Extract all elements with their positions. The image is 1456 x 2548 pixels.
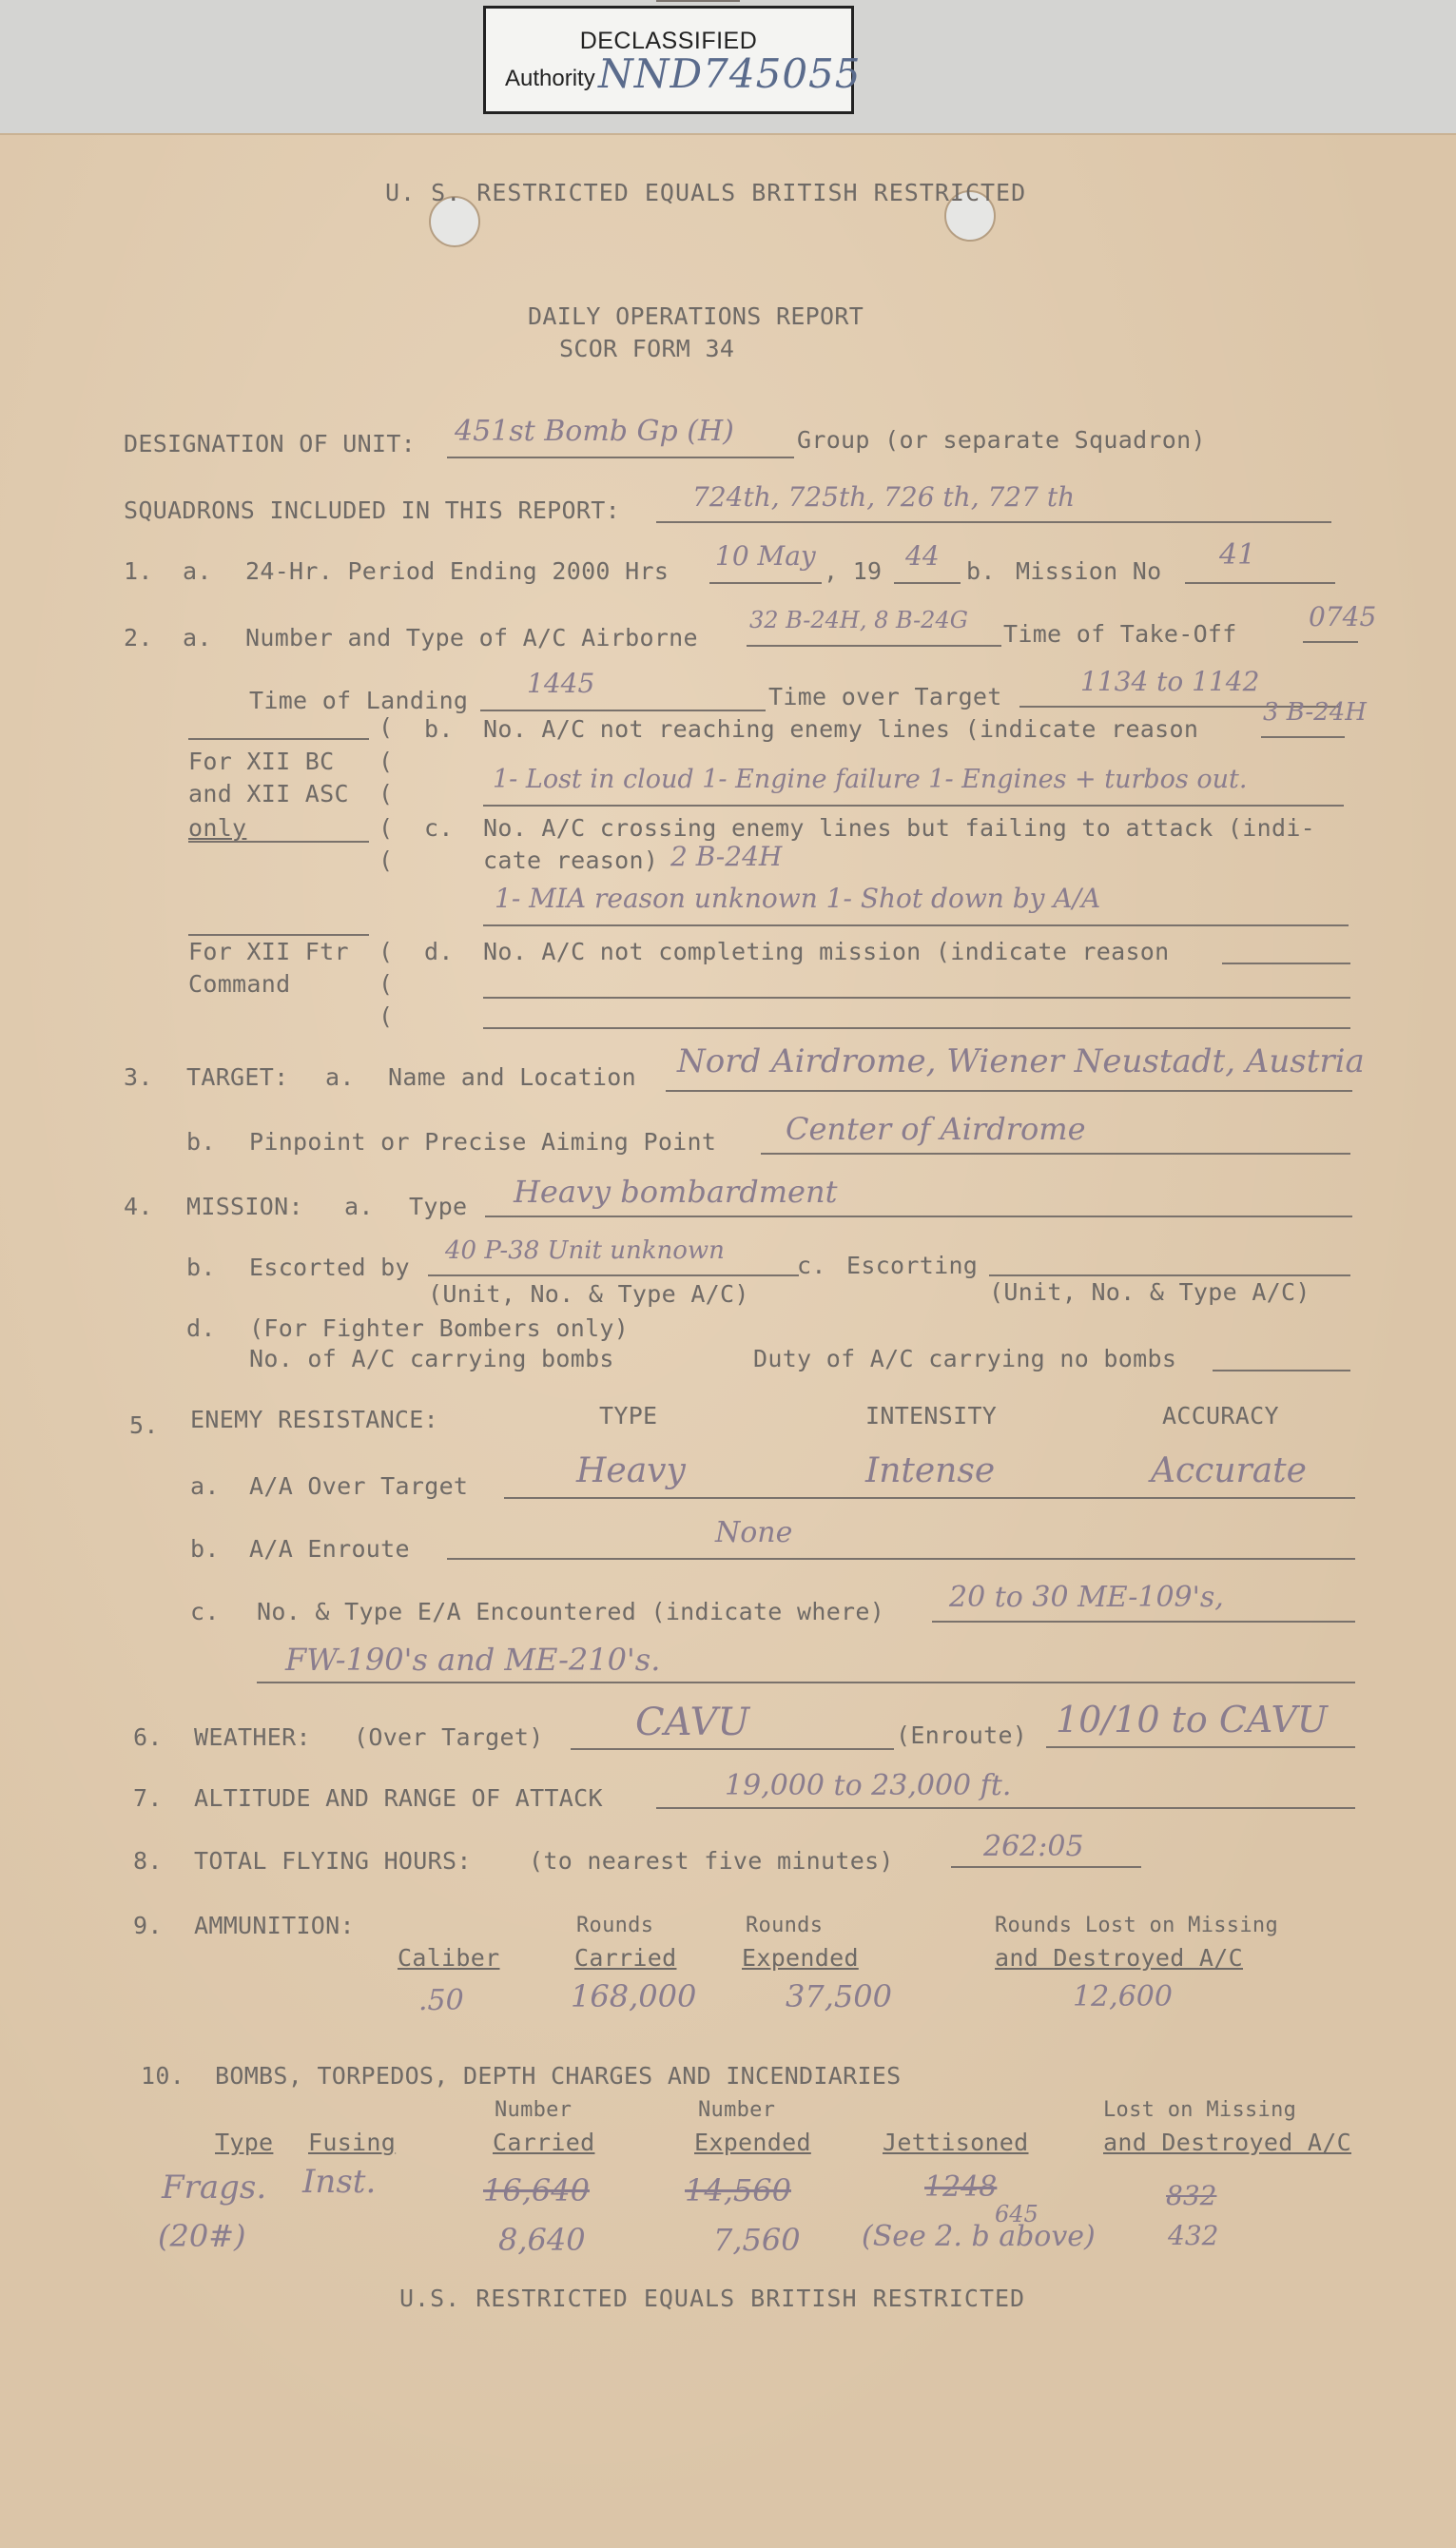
item4-d-duty-underline xyxy=(1213,1370,1350,1371)
stamp-authority-label: Authority xyxy=(505,66,595,91)
item4-a: a. xyxy=(344,1193,374,1220)
item10-jettisoned: 645 xyxy=(995,2201,1039,2227)
form-number: SCOR FORM 34 xyxy=(559,335,735,362)
side-bracket-line-mid xyxy=(188,841,369,843)
item5-c: c. xyxy=(190,1598,220,1625)
item5-label: ENEMY RESISTANCE: xyxy=(190,1406,438,1433)
item4-d-text-2: No. of A/C carrying bombs xyxy=(249,1345,614,1372)
item4-b-text: Escorted by xyxy=(249,1254,410,1281)
item9-number: 9. xyxy=(133,1912,163,1939)
side-bracket-line-top xyxy=(188,738,369,740)
item2-d-text: No. A/C not completing mission (indicate reason xyxy=(483,938,1170,965)
item3-b: b. xyxy=(186,1128,216,1156)
item2-b-reason: 1- Lost in cloud 1- Engine failure 1- Engines + turbos out. xyxy=(493,765,1248,794)
item5-c-underline-2 xyxy=(257,1682,1355,1683)
item5-c-value-2: FW-190's and ME-210's. xyxy=(285,1642,661,1678)
item10-col-fusing: Fusing xyxy=(308,2129,397,2156)
item1-b: b. xyxy=(966,557,996,585)
item3-a-text: Name and Location xyxy=(388,1063,636,1091)
item1-number: 1. xyxy=(124,557,153,585)
item10-col-jettisoned: Jettisoned xyxy=(883,2129,1029,2156)
squadrons-underline xyxy=(656,521,1331,523)
stamp-authority-value: NND745055 xyxy=(598,50,862,97)
item7-underline xyxy=(656,1807,1355,1809)
item4-d: d. xyxy=(186,1314,216,1342)
item9-col-caliber: Caliber xyxy=(398,1944,500,1972)
item4-c-text: Escorting xyxy=(846,1252,979,1279)
item10-carried: 8,640 xyxy=(498,2222,586,2258)
item4-unit-caption-1: (Unit, No. & Type A/C) xyxy=(428,1280,749,1308)
item9-col-expended: Expended xyxy=(742,1944,859,1972)
item1-year: 44 xyxy=(905,540,940,572)
item9-lost: 12,600 xyxy=(1073,1980,1173,2013)
item10-col-type: Type xyxy=(215,2129,274,2156)
item2-over-target-label: Time over Target xyxy=(768,683,1002,710)
item4-b-underline xyxy=(428,1274,799,1276)
item6-target-label: (Over Target) xyxy=(354,1723,544,1751)
item10-number: 10. xyxy=(141,2062,185,2090)
item1-mission-label: Mission No xyxy=(1016,557,1162,585)
item2-number: 2. xyxy=(124,624,153,652)
item2-aircraft-value: 32 B-24H, 8 B-24G xyxy=(749,607,968,633)
item4-unit-caption-2: (Unit, No. & Type A/C) xyxy=(989,1278,1310,1306)
item5-b-value: None xyxy=(715,1516,793,1549)
item10-col-expended: Expended xyxy=(694,2129,811,2156)
item1-date-underline xyxy=(709,582,822,584)
item9-carried: 168,000 xyxy=(571,1978,697,2014)
item5-c-underline xyxy=(932,1621,1355,1623)
item8-number: 8. xyxy=(133,1847,163,1875)
item4-a-underline xyxy=(485,1216,1352,1217)
item4-d-bombs-underline xyxy=(656,0,740,2)
item5-c-value: 20 to 30 ME-109's, xyxy=(949,1581,1224,1614)
item2-takeoff-label: Time of Take-Off xyxy=(1003,620,1237,648)
unit-underline xyxy=(447,457,794,458)
item2-landing-value: 1445 xyxy=(527,668,595,699)
item2-c: c. xyxy=(424,814,454,842)
item10-lost: 432 xyxy=(1168,2220,1219,2251)
item2-d: d. xyxy=(424,938,454,965)
side-bracket: ( xyxy=(379,970,394,998)
item9-col-destroyed: and Destroyed A/C xyxy=(995,1944,1243,1972)
item2-takeoff-underline xyxy=(1303,641,1358,643)
item10-head-lost: Lost on Missing xyxy=(1103,2098,1297,2122)
item10-jettisoned-note: (See 2. b above) xyxy=(862,2220,1096,2253)
item5-a: a. xyxy=(190,1472,220,1500)
item10-head-number-2: Number xyxy=(698,2098,776,2122)
item10-type-2: (20#) xyxy=(158,2218,246,2254)
side-bracket: ( xyxy=(379,780,394,807)
side-bracket: ( xyxy=(379,713,394,741)
item5-b: b. xyxy=(190,1535,220,1563)
item3-a-underline xyxy=(666,1090,1352,1092)
item9-head-rounds-2: Rounds xyxy=(746,1914,824,1937)
item2-b: b. xyxy=(424,715,454,743)
item8-underline xyxy=(951,1866,1141,1868)
side-bracket: ( xyxy=(379,1002,394,1030)
item2-c-value: 2 B-24H xyxy=(670,841,783,872)
side-bracket: ( xyxy=(379,846,394,874)
side-bracket: ( xyxy=(379,748,394,775)
item2-b-value: 3 B-24H xyxy=(1263,698,1367,727)
item2-takeoff-value: 0745 xyxy=(1309,601,1377,632)
item1-mission-number: 41 xyxy=(1219,538,1256,572)
item3-number: 3. xyxy=(124,1063,153,1091)
stamp-title: DECLASSIFIED xyxy=(579,28,758,54)
item5-col-accuracy: ACCURACY xyxy=(1162,1402,1279,1430)
unit-value: 451st Bomb Gp (H) xyxy=(455,415,734,448)
side-bracket: ( xyxy=(379,814,394,842)
item2-c-text-1: No. A/C crossing enemy lines but failing to attack (indi- xyxy=(483,814,1316,842)
side-bracket-line-bottom xyxy=(188,934,369,936)
item2-b-reason-underline xyxy=(483,805,1344,807)
side-label-xii-bc: For XII BC xyxy=(188,748,335,775)
item10-col-destroyed: and Destroyed A/C xyxy=(1103,2129,1351,2156)
item3-label: TARGET: xyxy=(186,1063,289,1091)
report-title: DAILY OPERATIONS REPORT xyxy=(528,302,864,330)
item2-landing-label: Time of Landing xyxy=(249,687,469,714)
item6-enroute-label: (Enroute) xyxy=(896,1721,1028,1749)
item4-d-text-1: (For Fighter Bombers only) xyxy=(249,1314,630,1342)
item5-col-type: TYPE xyxy=(599,1402,658,1430)
item10-jettisoned-struck: 1248 xyxy=(924,2170,998,2204)
item5-a-type: Heavy xyxy=(576,1451,686,1490)
item3-b-underline xyxy=(761,1153,1350,1155)
item4-b-value: 40 P-38 Unit unknown xyxy=(445,1236,725,1265)
item2-over-target-value: 1134 to 1142 xyxy=(1080,666,1260,697)
item2-b-text: No. A/C not reaching enemy lines (indicate reason xyxy=(483,715,1199,743)
item5-b-text: A/A Enroute xyxy=(249,1535,410,1563)
item4-label: MISSION: xyxy=(186,1193,303,1220)
side-bracket: ( xyxy=(379,938,394,965)
item10-lost-struck: 832 xyxy=(1166,2180,1217,2211)
squadrons-label: SQUADRONS INCLUDED IN THIS REPORT: xyxy=(124,496,620,524)
item10-type: Frags. xyxy=(162,2169,267,2207)
item2-c-reason-underline xyxy=(483,924,1349,926)
item2-d-underline xyxy=(1222,963,1350,964)
item9-expended: 37,500 xyxy=(786,1978,892,2014)
declassified-stamp xyxy=(483,6,862,114)
item7-number: 7. xyxy=(133,1784,163,1812)
item5-c-text: No. & Type E/A Encountered (indicate where) xyxy=(257,1598,885,1625)
item4-a-text: Type xyxy=(409,1193,468,1220)
item2-d-reason-underline-2 xyxy=(483,1027,1350,1029)
item10-fusing: Inst. xyxy=(302,2163,377,2201)
side-label-xii-ftr: For XII Ftr xyxy=(188,938,349,965)
item1-year-prefix: , 19 xyxy=(824,557,883,585)
item3-a: a. xyxy=(325,1063,355,1091)
item4-a-value: Heavy bombardment xyxy=(514,1174,838,1210)
item10-expended-struck: 14,560 xyxy=(685,2172,791,2208)
item2-landing-underline xyxy=(480,710,766,711)
item9-col-carried: Carried xyxy=(574,1944,677,1972)
item5-a-intensity: Intense xyxy=(865,1451,996,1490)
item7-value: 19,000 to 23,000 ft. xyxy=(725,1769,1012,1802)
item1-period-label: 24-Hr. Period Ending 2000 Hrs xyxy=(245,557,670,585)
item2-aircraft-label: Number and Type of A/C Airborne xyxy=(245,624,698,652)
item5-number: 5. xyxy=(129,1411,159,1439)
unit-suffix: Group (or separate Squadron) xyxy=(797,426,1206,454)
unit-label: DESIGNATION OF UNIT: xyxy=(124,430,417,457)
item5-col-intensity: INTENSITY xyxy=(865,1402,998,1430)
item9-caliber: .50 xyxy=(418,1984,464,2017)
item10-col-carried: Carried xyxy=(493,2129,595,2156)
item8-sub: (to nearest five minutes) xyxy=(529,1847,894,1875)
item3-a-value: Nord Airdrome, Wiener Neustadt, Austria xyxy=(677,1042,1365,1080)
item3-b-value: Center of Airdrome xyxy=(786,1111,1086,1147)
item8-value: 262:05 xyxy=(983,1830,1084,1863)
item6-target-underline xyxy=(571,1748,894,1750)
item1-a: a. xyxy=(183,557,212,585)
item4-d-text-3: Duty of A/C carrying no bombs xyxy=(753,1345,1177,1372)
item2-a: a. xyxy=(183,624,212,652)
item6-enroute-value: 10/10 to CAVU xyxy=(1056,1699,1328,1741)
item5-a-text: A/A Over Target xyxy=(249,1472,469,1500)
item4-c: c. xyxy=(797,1252,826,1279)
item1-year-underline xyxy=(894,582,961,584)
item6-number: 6. xyxy=(133,1723,163,1751)
item1-period-date: 10 May xyxy=(715,540,816,572)
item5-a-accuracy: Accurate xyxy=(1151,1451,1307,1490)
item5-b-underline xyxy=(447,1558,1355,1560)
side-label-only: only xyxy=(188,814,247,842)
item4-b: b. xyxy=(186,1254,216,1281)
item2-c-reason: 1- MIA reason unknown 1- Shot down by A/A xyxy=(495,883,1101,914)
item10-head-number-1: Number xyxy=(495,2098,573,2122)
squadrons-value: 724th, 725th, 726 th, 727 th xyxy=(692,481,1076,513)
item9-head-rounds-1: Rounds xyxy=(576,1914,654,1937)
item6-label: WEATHER: xyxy=(194,1723,311,1751)
item6-enroute-underline xyxy=(1046,1746,1355,1748)
item10-label: BOMBS, TORPEDOS, DEPTH CHARGES AND INCENDIARIES xyxy=(215,2062,902,2090)
item7-label: ALTITUDE AND RANGE OF ATTACK xyxy=(194,1784,603,1812)
side-label-command: Command xyxy=(188,970,291,998)
item10-carried-struck: 16,640 xyxy=(483,2172,590,2208)
item3-b-text: Pinpoint or Precise Aiming Point xyxy=(249,1128,717,1156)
side-label-xii-asc: and XII ASC xyxy=(188,780,349,807)
item2-b-underline xyxy=(1261,736,1345,738)
item2-c-text-2: cate reason) xyxy=(483,846,659,874)
item9-label: AMMUNITION: xyxy=(194,1912,355,1939)
item1-mission-underline xyxy=(1185,582,1335,584)
item10-expended: 7,560 xyxy=(713,2222,801,2258)
restricted-header: U. S. RESTRICTED EQUALS BRITISH RESTRICTED xyxy=(385,179,1027,206)
item4-number: 4. xyxy=(124,1193,153,1220)
item8-label: TOTAL FLYING HOURS: xyxy=(194,1847,472,1875)
item6-target-value: CAVU xyxy=(635,1701,750,1744)
item5-a-underline xyxy=(504,1497,1355,1499)
restricted-footer: U.S. RESTRICTED EQUALS BRITISH RESTRICTED xyxy=(399,2285,1026,2312)
item2-aircraft-underline xyxy=(747,645,1001,647)
item2-d-reason-underline-1 xyxy=(483,997,1350,999)
item9-head-lost: Rounds Lost on Missing xyxy=(995,1914,1278,1937)
item4-c-underline xyxy=(989,1274,1350,1276)
